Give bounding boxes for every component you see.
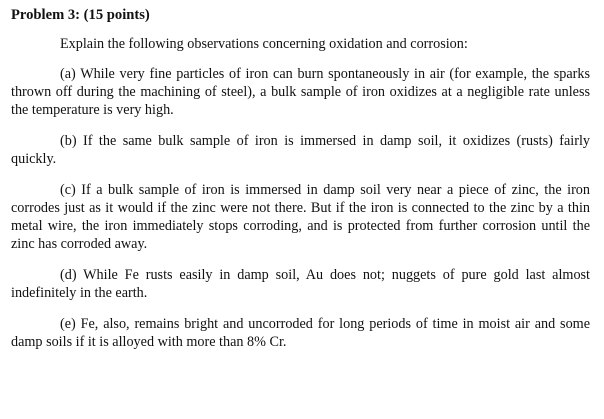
observation-c: (c) If a bulk sample of iron is immersed in damp soil very near a piece of zinc, the iron corrodes just as it would if the zinc were not there. But if the iron is connected to the zinc by a thin metal wire, the iron immediately stops corroding, and is protected from further corrosion until the zinc has corroded away.: [11, 182, 590, 252]
problem-document: [11, 6, 590, 364]
observation-d: (d) While Fe rusts easily in damp soil, Au does not; nuggets of pure gold last almost indefinitely in the earth.: [11, 267, 590, 301]
problem-title: Problem 3: (15 points): [11, 7, 150, 23]
observation-e: (e) Fe, also, remains bright and uncorroded for long periods of time in moist air and some damp soils if it is alloyed with more than 8% Cr.: [11, 316, 590, 350]
observation-b: (b) If the same bulk sample of iron is immersed in damp soil, it oxidizes (rusts) fairly quickly.: [11, 133, 590, 167]
problem-intro: Explain the following observations concerning oxidation and corrosion:: [60, 36, 468, 52]
observation-a: (a) While very fine particles of iron can burn spontaneously in air (for example, the sparks thrown off during the machining of steel), a bulk sample of iron oxidizes at a negligible rate unless the temperature is very high.: [11, 66, 590, 118]
